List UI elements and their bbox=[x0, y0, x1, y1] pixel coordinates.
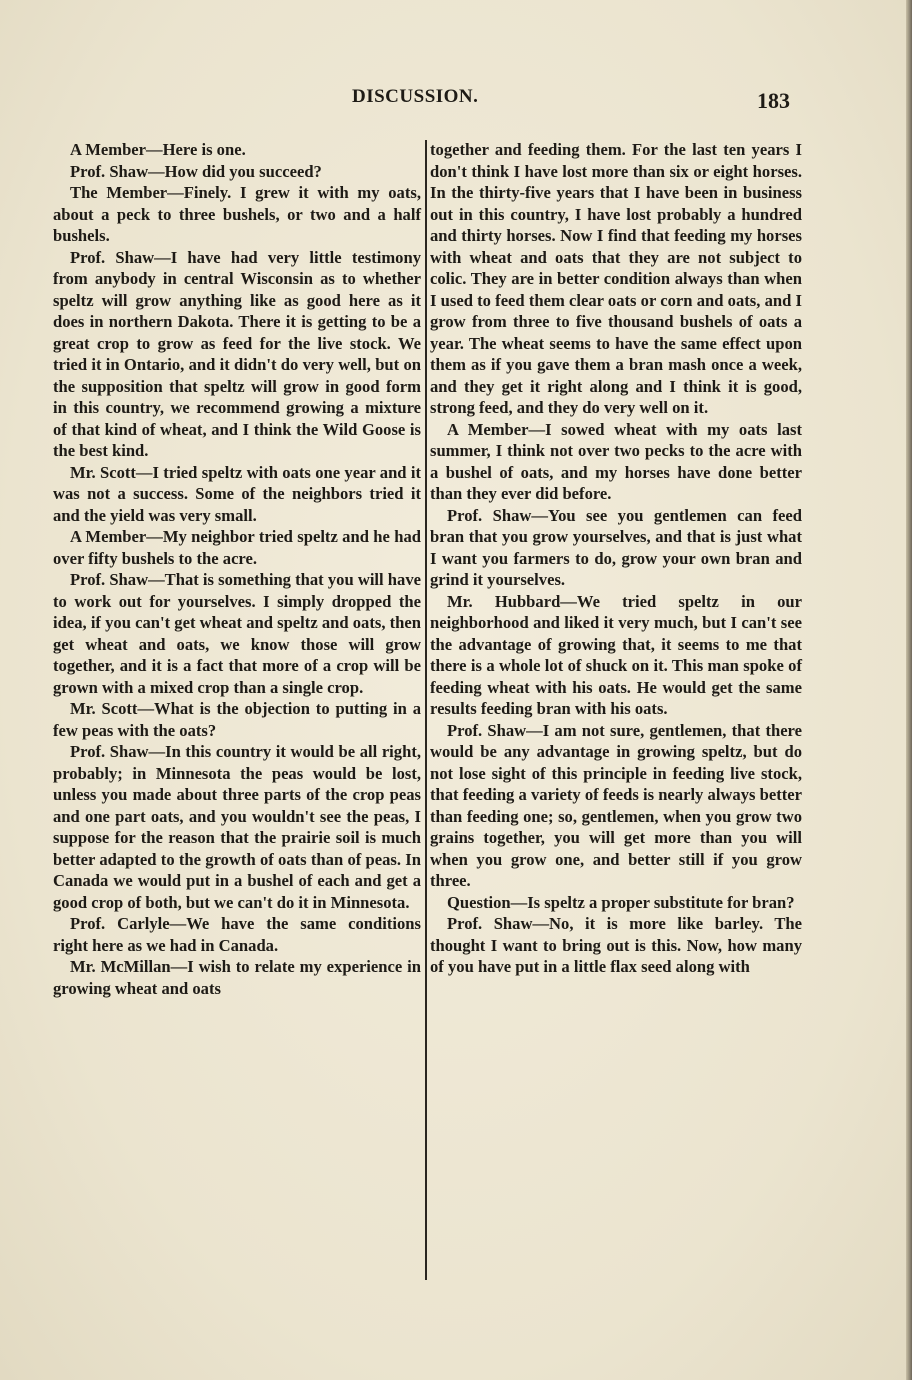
column-rule bbox=[425, 140, 427, 1280]
paragraph: The Member—Finely. I grew it with my oats, about a peck to three bushels, or two and a half bushels. bbox=[53, 183, 421, 245]
paragraph: Prof. Shaw—No, it is more like barley. The thought I want to bring out is this. Now, how many of you have put in a little flax seed along with bbox=[430, 914, 802, 976]
paragraph: Prof. Shaw—You see you gentlemen can feed bran that you grow yourselves, and that is just what I want you farmers to do, grow your own bran and grind it yourselves. bbox=[430, 505, 802, 589]
paragraph: Prof. Shaw—That is something that you will have to work out for yourselves. I simply dropped the idea, if you can't get wheat and speltz and oats, then get wheat and oats, we know those will grow together, and it is a fact that more of a crop will be grown with a mixed crop than a single crop. bbox=[53, 570, 421, 697]
paragraph: Mr. Hubbard—We tried speltz in our neighborhood and liked it very much, but I can't see the advantage of growing that, it seems to me that there is a whole lot of shuck on it. This man spoke of feeding wheat with his oats. He would get the same results feeding bran with his oats. bbox=[430, 591, 802, 718]
paragraph: Prof. Shaw—In this country it would be all right, probably; in Minnesota the peas would be lost, unless you made about three parts of the crop peas and one part oats, and you wouldn't see the peas, I suppose for the reason that the prairie soil is much better adapted to the growth of oats than of peas. In Canada we would put in a bushel of each and get a good crop of both, but we can't do it in Minnesota. bbox=[53, 742, 421, 912]
paragraph: Prof. Carlyle—We have the same conditions right here as we had in Canada. bbox=[53, 914, 421, 955]
page-number: 183 bbox=[757, 88, 790, 113]
paragraph: Prof. Shaw—How did you succeed? bbox=[70, 161, 322, 181]
paragraph: Prof. Shaw—I have had very little testimony from anybody in central Wisconsin as to whether speltz will grow anything like as good here as it does in northern Dakota. There it is getting to be a great crop to grow as feed for the live stock. We tried it in Ontario, and it didn't do very well, but on the supposition that speltz will grow in good form in this country, we recommend growing a mixture of that kind of wheat, and I think the Wild Goose is the best kind. bbox=[53, 247, 421, 460]
paragraph-continued: together and feeding them. For the last ten years I don't think I have lost more than six or eight horses. In the thirty-five years that I have been in business out in this country, I have lost probably a hundred and thirty horses. Now I find that feeding my horses with wheat and oats that they are not subject to colic. They are in better condition always than when I used to feed them clear oats or corn and oats, and I grow from three to five thousand bushels of oats a year. The wheat seems to have the same effect upon them as if you gave them a bran mash once a week, and they get it right along and I think it is good, strong feed, and they do very well on it. bbox=[430, 140, 802, 417]
paragraph: A Member—Here is one. bbox=[70, 140, 246, 159]
page-edge-shadow bbox=[906, 0, 912, 1380]
paragraph: Mr. Scott—What is the objection to putting in a few peas with the oats? bbox=[53, 699, 421, 740]
left-column bbox=[53, 139, 421, 999]
running-title: DISCUSSION. bbox=[352, 86, 479, 107]
paragraph: Mr. McMillan—I wish to relate my experience in growing wheat and oats bbox=[53, 957, 421, 998]
paragraph: Prof. Shaw—I am not sure, gentlemen, that there would be any advantage in growing speltz, but do not lose sight of this principle in feeding live stock, that feeding a variety of feeds is nearly always better than feeding one; so, gentlemen, when you grow two grains together, you will get more than you will when you grow one, and better still if you grow three. bbox=[430, 720, 802, 890]
running-head bbox=[0, 86, 912, 116]
paragraph: Question—Is speltz a proper substitute for bran? bbox=[447, 892, 795, 912]
paragraph: A Member—My neighbor tried speltz and he had over fifty bushels to the acre. bbox=[53, 527, 421, 568]
paragraph: Mr. Scott—I tried speltz with oats one year and it was not a success. Some of the neighbors tried it and the yield was very small. bbox=[53, 462, 421, 525]
paragraph: A Member—I sowed wheat with my oats last summer, I think not over two pecks to the acre with a bushel of oats, and my horses have done better than they ever did before. bbox=[430, 419, 802, 503]
right-column bbox=[430, 139, 802, 978]
